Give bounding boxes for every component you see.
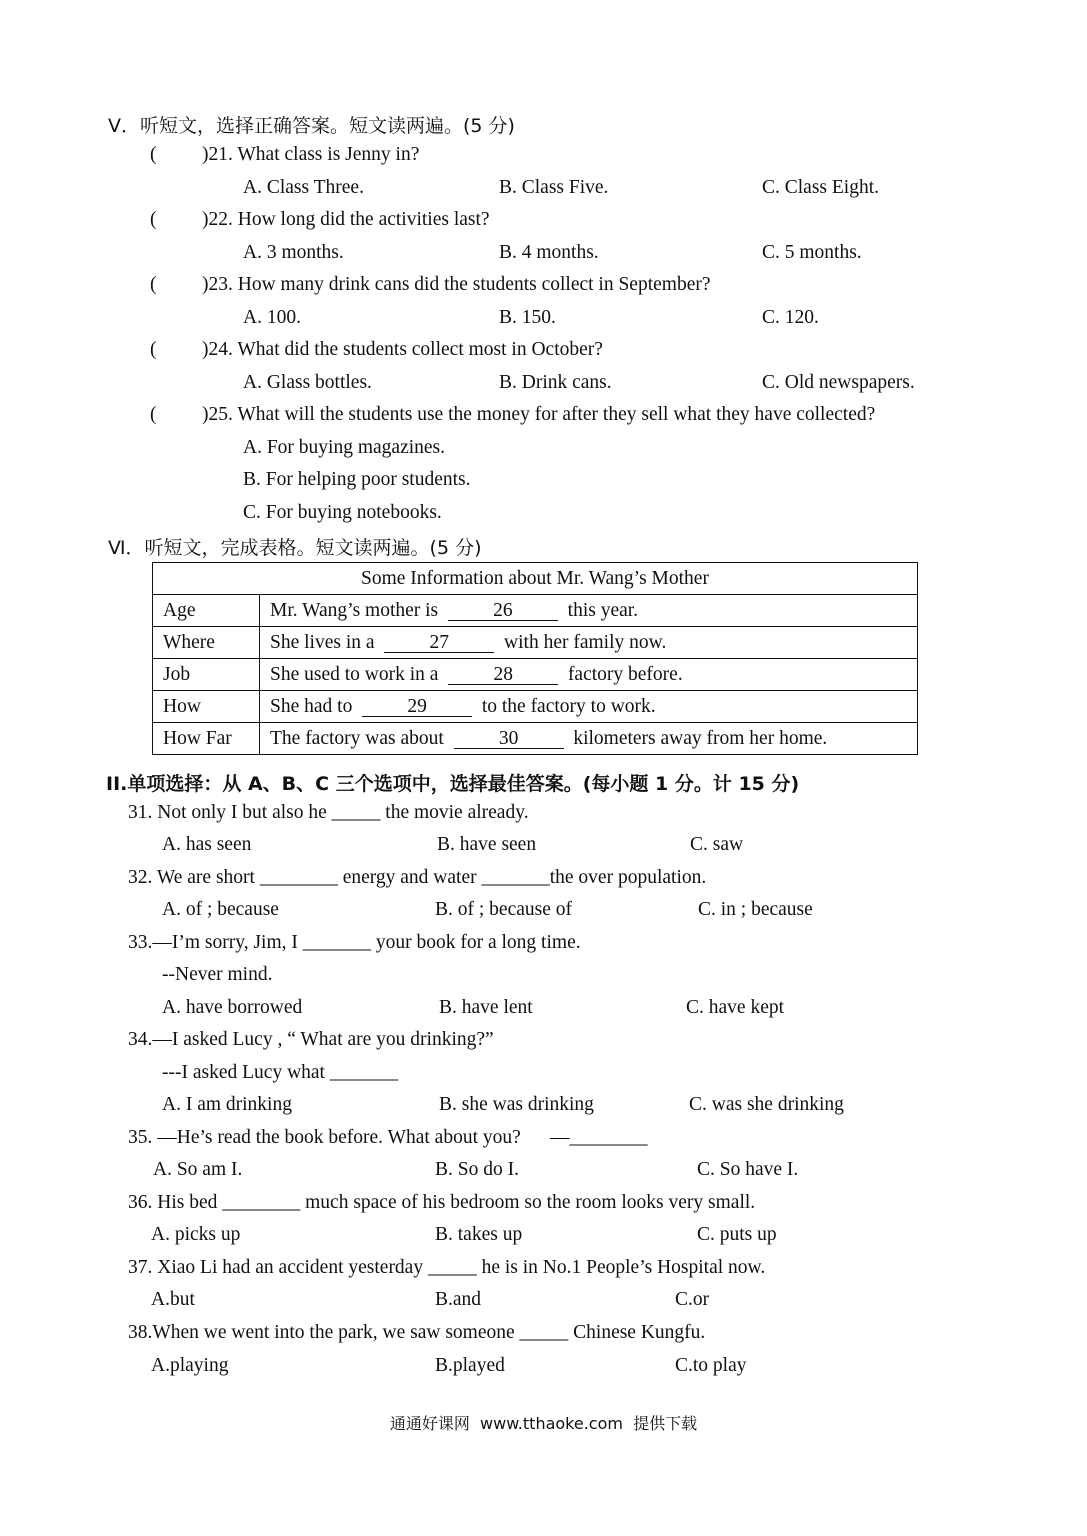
row-after: factory before.: [567, 663, 683, 685]
option-23-a: A. 100.: [243, 307, 301, 328]
option-22-c: C. 5 months.: [762, 242, 862, 263]
blank-29: 29: [362, 698, 472, 717]
answer-paren-22: (: [150, 209, 157, 230]
option-23-c: C. 120.: [762, 307, 819, 328]
option-23-b: B. 150.: [499, 307, 556, 328]
question-35: 35. —He’s read the book before. What about you? —________: [128, 1127, 648, 1148]
option-21-b: B. Class Five.: [499, 177, 609, 198]
page-footer: 通通好课网 www.tthaoke.com 提供下载: [389, 1414, 698, 1433]
row-key: Where: [153, 627, 260, 659]
row-key: How Far: [153, 723, 260, 755]
answer-paren-23: (: [150, 274, 157, 295]
option-36-c: C. puts up: [697, 1224, 777, 1245]
option-35-c: C. So have I.: [697, 1159, 799, 1180]
row-before: Mr. Wang’s mother is: [270, 599, 439, 621]
option-24-c: C. Old newspapers.: [762, 372, 915, 393]
table-row: [153, 595, 918, 627]
reply-34: ---I asked Lucy what _______: [162, 1062, 399, 1083]
row-before: The factory was about: [270, 727, 444, 749]
option-21-a: A. Class Three.: [243, 177, 364, 198]
blank-28: 28: [448, 666, 558, 685]
option-36-a: A. picks up: [151, 1224, 241, 1245]
table-row: [153, 627, 918, 659]
question-23: )23. How many drink cans did the students collect in September?: [202, 274, 711, 295]
option-38-b: B.played: [435, 1355, 505, 1376]
option-35-b: B. So do I.: [435, 1159, 519, 1180]
option-32-b: B. of ; because of: [435, 899, 572, 920]
answer-paren-25: (: [150, 404, 157, 425]
row-key: Job: [153, 659, 260, 691]
info-table: [152, 562, 918, 755]
blank-27: 27: [384, 634, 494, 653]
option-37-a: A.but: [151, 1289, 195, 1310]
table-title: Some Information about Mr. Wang’s Mother: [153, 563, 918, 595]
answer-paren-21: (: [150, 144, 157, 165]
table-row: [153, 691, 918, 723]
option-37-c: C.or: [675, 1289, 710, 1310]
question-37: 37. Xiao Li had an accident yesterday _____ he is in No.1 People’s Hospital now.: [128, 1257, 766, 1278]
row-value: [260, 595, 918, 627]
row-value: [260, 691, 918, 723]
option-37-b: B.and: [435, 1289, 482, 1310]
option-38-a: A.playing: [151, 1355, 229, 1376]
option-34-c: C. was she drinking: [689, 1094, 844, 1115]
option-25-a: A. For buying magazines.: [243, 437, 446, 458]
question-22: )22. How long did the activities last?: [202, 209, 490, 230]
row-after: kilometers away from her home.: [573, 727, 828, 749]
question-36: 36. His bed ________ much space of his bedroom so the room looks very small.: [128, 1192, 756, 1213]
question-31: 31. Not only I but also he _____ the movie already.: [128, 802, 529, 823]
question-24: )24. What did the students collect most in October?: [202, 339, 603, 360]
option-38-c: C.to play: [675, 1355, 747, 1376]
option-33-c: C. have kept: [686, 997, 785, 1018]
option-33-b: B. have lent: [439, 997, 533, 1018]
row-before: She used to work in a: [270, 663, 439, 685]
option-22-b: B. 4 months.: [499, 242, 599, 263]
answer-paren-24: (: [150, 339, 157, 360]
table-title-row: [153, 563, 918, 595]
option-21-c: C. Class Eight.: [762, 177, 880, 198]
row-key: How: [153, 691, 260, 723]
option-32-c: C. in ; because: [698, 899, 813, 920]
option-24-a: A. Glass bottles.: [243, 372, 372, 393]
question-25: )25. What will the students use the money for after they sell what they have collected?: [202, 404, 876, 425]
option-25-c: C. For buying notebooks.: [243, 502, 442, 523]
section-v-heading: Ⅴ．听短文，选择正确答案。短文读两遍。(5 分): [108, 115, 515, 137]
blank-30: 30: [454, 730, 564, 749]
row-before: She had to: [270, 695, 353, 717]
row-after: to the factory to work.: [481, 695, 656, 717]
option-34-a: A. I am drinking: [162, 1094, 292, 1115]
row-value: [260, 627, 918, 659]
row-after: this year.: [567, 599, 639, 621]
option-33-a: A. have borrowed: [162, 997, 303, 1018]
option-31-b: B. have seen: [437, 834, 537, 855]
question-38: 38.When we went into the park, we saw someone _____ Chinese Kungfu.: [128, 1322, 706, 1343]
row-after: with her family now.: [504, 631, 667, 653]
table-row: [153, 659, 918, 691]
question-21: )21. What class is Jenny in?: [202, 144, 420, 165]
option-22-a: A. 3 months.: [243, 242, 344, 263]
section-ii-heading: II.单项选择：从 A、B、C 三个选项中，选择最佳答案。(每小题 1 分。计 15 分): [106, 773, 800, 795]
row-value: [260, 723, 918, 755]
option-36-b: B. takes up: [435, 1224, 523, 1245]
option-31-c: C. saw: [690, 834, 744, 855]
option-31-a: A. has seen: [162, 834, 252, 855]
row-before: She lives in a: [270, 631, 375, 653]
blank-26: 26: [448, 602, 558, 621]
option-32-a: A. of ; because: [162, 899, 279, 920]
row-key: Age: [153, 595, 260, 627]
row-value: [260, 659, 918, 691]
option-24-b: B. Drink cans.: [499, 372, 612, 393]
reply-33: --Never mind.: [162, 964, 273, 985]
option-25-b: B. For helping poor students.: [243, 469, 471, 490]
section-vi-heading: Ⅵ．听短文，完成表格。短文读两遍。(5 分): [108, 537, 482, 559]
question-32: 32. We are short ________ energy and water _______the over population.: [128, 867, 707, 888]
option-34-b: B. she was drinking: [439, 1094, 594, 1115]
table-row: [153, 723, 918, 755]
question-33: 33.—I’m sorry, Jim, I _______ your book for a long time.: [128, 932, 581, 953]
option-35-a: A. So am I.: [153, 1159, 243, 1180]
question-34: 34.—I asked Lucy , “ What are you drinking?”: [128, 1029, 494, 1050]
